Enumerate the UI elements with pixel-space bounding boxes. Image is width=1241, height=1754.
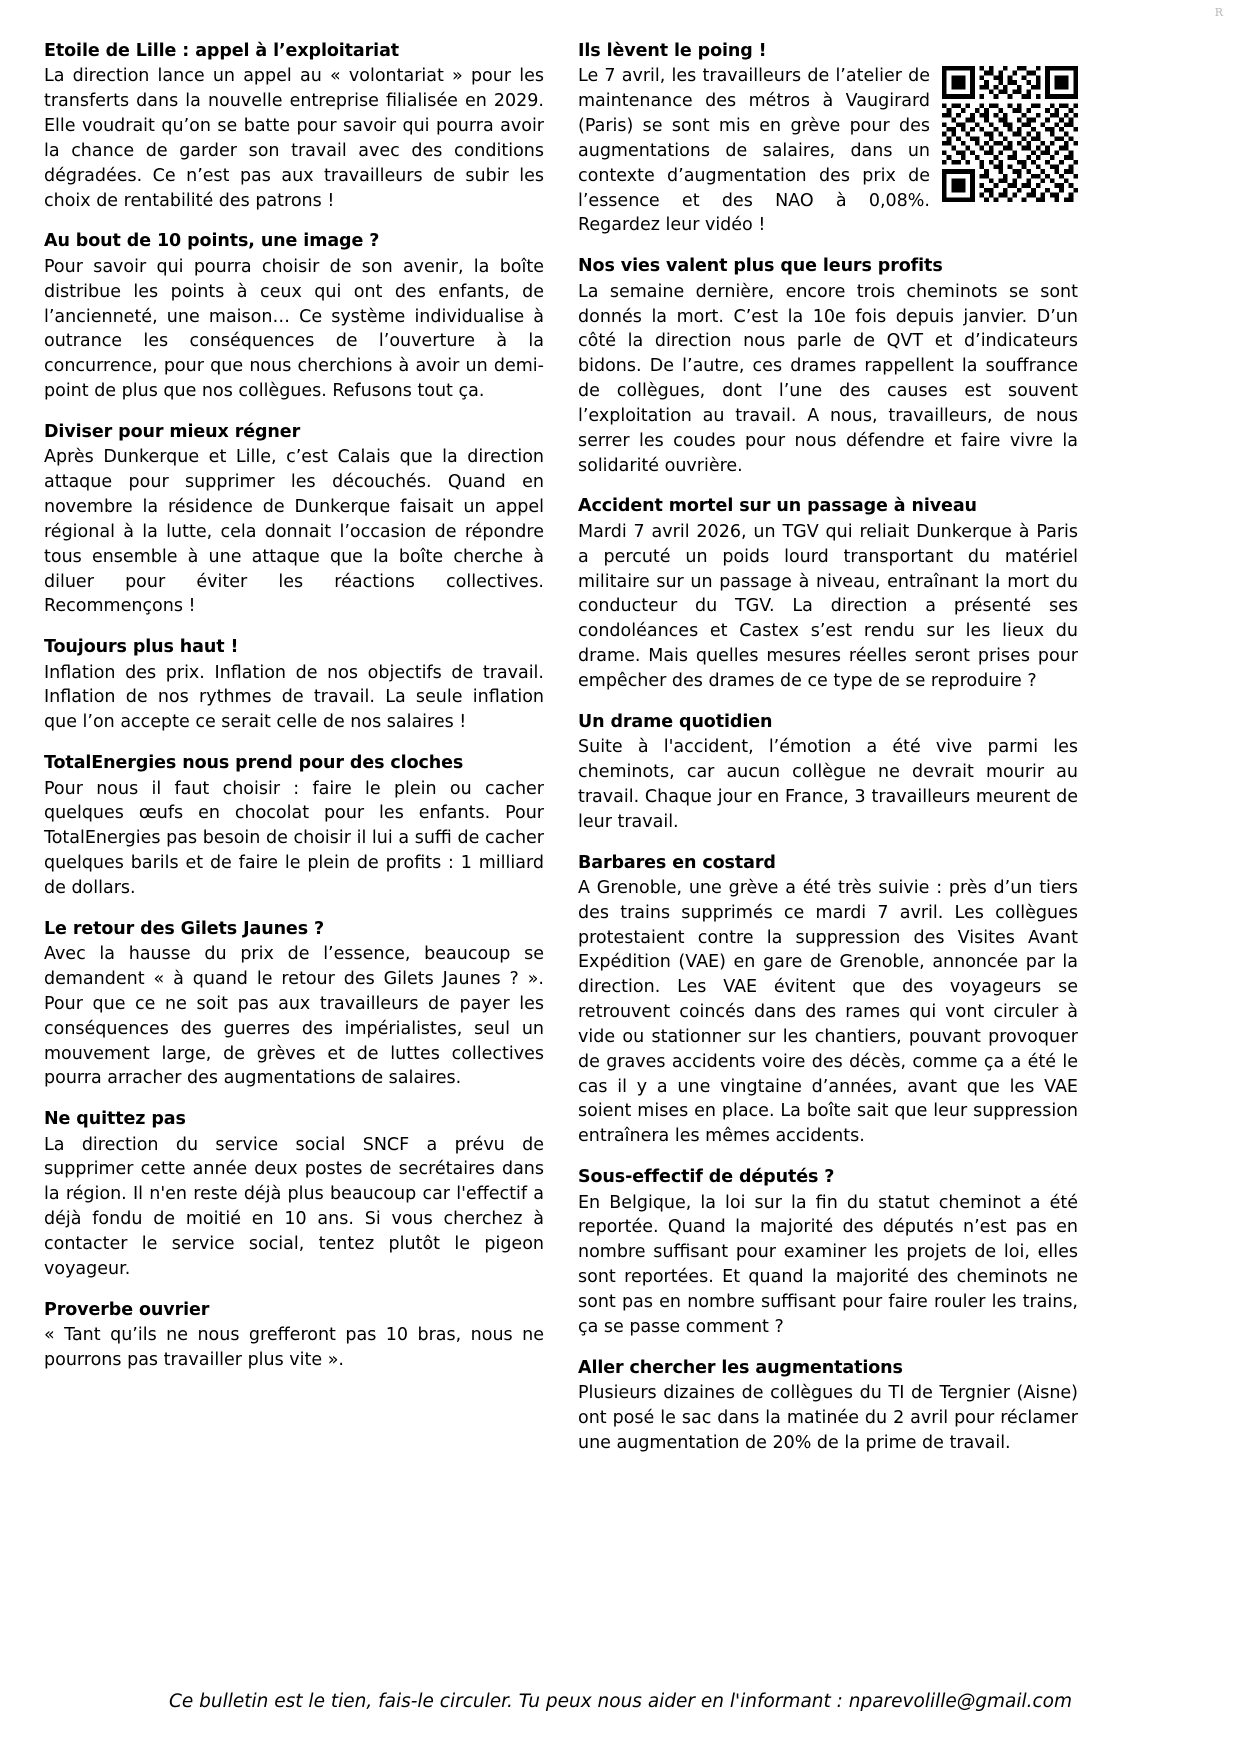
article-body: Avec la hausse du prix de l’essence, beaucoup se demandent « à quand le retour des Gilets Jaunes ? ». Pour que ce ne soit pas aux travailleurs de payer les conséquences des guerres des impérialistes, seul un mouvement large, de grèves et de luttes collectives pourra arracher des augmentations de salaires. [44,944,544,1089]
corner-mark: R [1214,6,1223,19]
article-title: Etoile de Lille : appel à l’exploitariat [44,41,400,61]
footer-note: Ce bulletin est le tien, fais-le circuler. Tu peux nous aider en l'informant : nparevolille@gmail.com [168,1691,1073,1712]
qr-code-video[interactable] [942,66,1078,202]
article-body: Le 7 avril, les travailleurs de l’atelier de maintenance des métros à Vaugirard (Paris) se sont mis en grève pour des augmentations de salaires, dans un contexte d’augmentation des prix de l’essence et des NAO à 0,08%. Regardez leur vidéo ! [578,66,930,236]
article [578,1166,1078,1339]
article [578,1357,1078,1456]
qr-code-icon [942,66,1078,202]
right-column [578,40,1078,1473]
article-title: Sous-effectif de députés ? [578,1167,835,1188]
article [578,711,1078,835]
article [578,852,1078,1150]
article-body: Suite à l'accident, l’émotion a été vive parmi les cheminots, car aucun collègue ne devrait mourir au travail. Chaque jour en France, 3 travailleurs meurent de leur travail. [578,737,1078,832]
article-body: A Grenoble, une grève a été très suivie : près d’un tiers des trains supprimés ce mardi 7 avril. Les collègues protestaient contre la suppression des Visites Avant Expédition (VAE) en gare de Grenoble, annoncée par la direction. Les VAE évitent que des voyageurs se retrouvent coincés dans des rames qui vont circuler à vide ou stationner sur les chantiers, pouvant provoquer de graves accidents voire des décès, comme ça a été le cas il y a une vingtaine d’années, avant que les VAE soient mises en place. La boîte sait que leur suppression entraînera les mêmes accidents. [578,877,1078,1147]
article-title: Nos vies valent plus que leurs profits [578,256,943,277]
article-title: Proverbe ouvrier [44,1299,210,1320]
article-body: La direction lance un appel au « volontariat » pour les transferts dans la nouvelle entreprise filialisée en 2029. Elle voudrait qu’on se batte pour savoir qui pourra avoir la chance de garder son travail avec des conditions dégradées. Ce n’est pas aux travailleurs de subir les choix de rentabilité des patrons ! [44,66,544,211]
article-title: Le retour des Gilets Jaunes ? [44,918,325,939]
article [578,495,1078,693]
article-title: Au bout de 10 points, une image ? [44,231,380,252]
article-body: La semaine dernière, encore trois cheminots se sont donnés la mort. C’est la 10e fois depuis janvier. D’un côté la direction nous parle de QVT et d’indicateurs bidons. De l’autre, ces drames rappellent la souffrance de collègues, dont l’une des causes est souvent l’exploitation au travail. A nous, travailleurs, de nous serrer les coudes pour nous défendre et faire vivre la solidarité ouvrière. [578,281,1078,476]
qr-code-svg [942,66,1078,202]
article [578,40,1078,238]
article-title: Aller chercher les augmentations [578,1357,903,1378]
article-title: Ils lèvent le poing ! [578,41,767,61]
article-title: Diviser pour mieux régner [44,421,301,442]
article-body: Pour nous il faut choisir : faire le plein ou cacher quelques œufs en chocolat pour les enfants. Pour TotalEnergies pas besoin de choisir il lui a suffi de cacher quelques barils et de faire le plein de profits : 1 milliard de dollars. [44,778,544,898]
article-body: En Belgique, la loi sur la fin du statut cheminot a été reportée. Quand la majorité des députés n’est pas en nombre suffisant pour examiner les projets de loi, elles sont reportées. Et quand la majorité des cheminots ne sont pas en nombre suffisant pour faire rouler les trains, ça se passe comment ? [578,1192,1078,1337]
article [44,636,544,735]
article [578,255,1078,478]
article-title: Barbares en costard [578,852,776,873]
article-body: Pour savoir qui pourra choisir de son avenir, la boîte distribue les points à ceux qui ont des enfants, de l’ancienneté, une maison… Ce système individualise à outrance les conséquences de l’ouverture à la concurrence, pour que nous cherchions à avoir un demi-point de plus que nos collègues. Refusons tout ça. [44,256,544,402]
article-body: Inflation des prix. Inflation de nos objectifs de travail. Inflation de nos rythmes de travail. La seule inflation que l’on accepte ce serait celle de nos salaires ! [44,662,544,733]
article-title: Accident mortel sur un passage à niveau [578,496,977,517]
article-title: Ne quittez pas [44,1109,186,1130]
article [44,918,544,1091]
article [44,230,544,403]
article-body: Mardi 7 avril 2026, un TGV qui reliait Dunkerque à Paris a percuté un poids lourd transportant du matériel militaire sur un passage à niveau, entraînant la mort du conducteur du TGV. La direction a présenté ses condoléances et Castex s’est rendu sur les lieux du drame. Mais quelles mesures réelles seront prises pour empêcher des drames de ce type de se reproduire ? [578,521,1078,691]
article [44,40,544,213]
article-title: Toujours plus haut ! [44,637,239,658]
article-body: « Tant qu’ils ne nous grefferont pas 10 bras, nous ne pourrons pas travailler plus vite ». [44,1325,544,1370]
article [44,1299,544,1373]
left-column [44,40,544,1390]
article [44,752,544,901]
article-body: Plusieurs dizaines de collègues du TI de Tergnier (Aisne) ont posé le sac dans la matinée du 2 avril pour réclamer une augmentation de 20% de la prime de travail. [578,1383,1078,1453]
article [44,421,544,619]
article [44,1108,544,1281]
two-column-layout [44,40,1197,1473]
article-title: Un drame quotidien [578,711,773,732]
article-body: La direction du service social SNCF a prévu de supprimer cette année deux postes de secrétaires dans la région. Il n'en reste déjà plus beaucoup car l'effectif a déjà fondu de moitié en 10 ans. Si vous cherchez à contacter le service social, tentez plutôt le pigeon voyageur. [44,1134,544,1279]
article-body: Après Dunkerque et Lille, c’est Calais que la direction attaque pour supprimer les découchés. Quand en novembre la résidence de Dunkerque faisait un appel régional à la lutte, cela donnait l’occasion de répondre tous ensemble à une attaque que la boîte cherche à diluer pour éviter les réactions collectives. Recommençons ! [44,447,544,617]
article-title: TotalEnergies nous prend pour des cloches [44,753,464,774]
